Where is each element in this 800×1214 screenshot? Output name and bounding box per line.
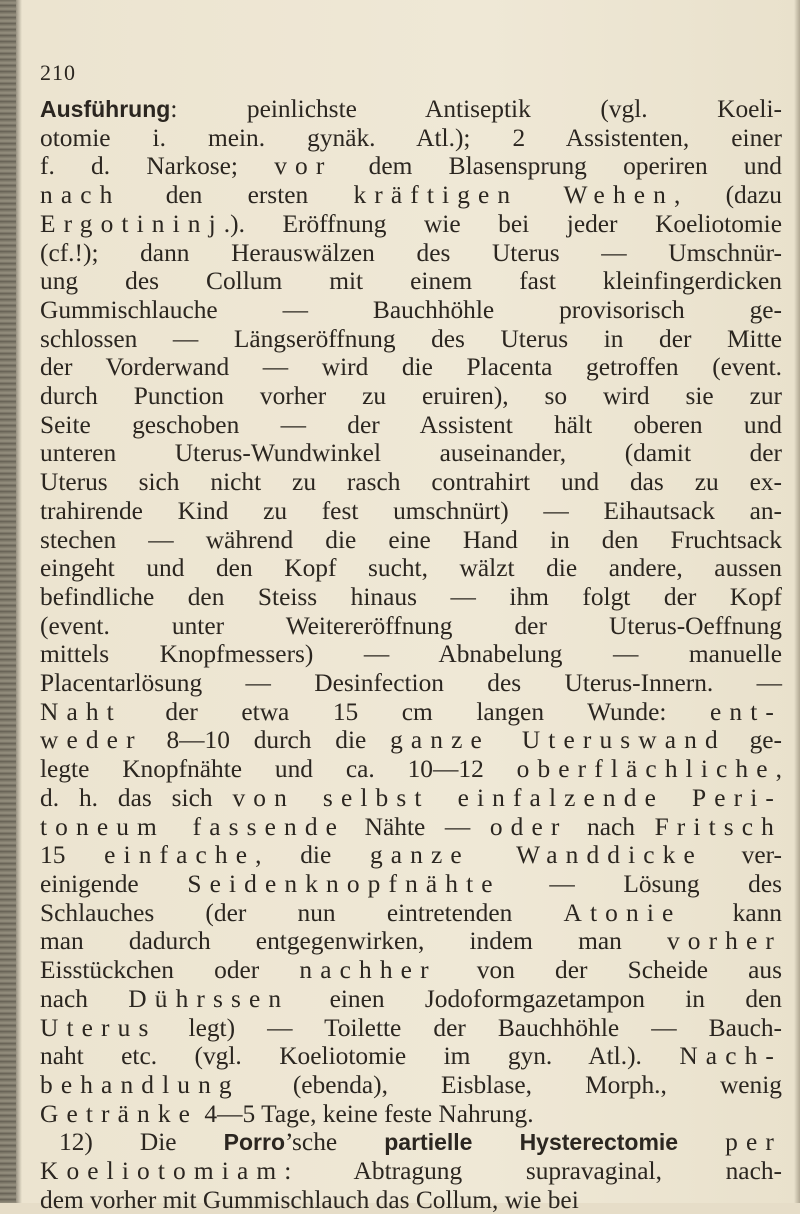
text-line (40, 985, 782, 1014)
text-run: durch Punction vorher zu eruiren), so wird sie zur (40, 382, 782, 411)
text-line (40, 296, 782, 325)
text-line (40, 181, 782, 210)
spaced-emphasis: Fritsch (654, 812, 782, 841)
spaced-emphasis: Dührssen (128, 984, 290, 1013)
text-line (40, 411, 782, 440)
text-run: kann (681, 898, 782, 927)
text-line (40, 353, 782, 382)
text-line (40, 698, 782, 727)
text-line (40, 267, 782, 296)
text-run: einigende (40, 869, 188, 898)
text-run: d. h. das sich (40, 783, 233, 812)
spaced-emphasis: oder (489, 812, 568, 841)
text-run: f. d. Narkose; (40, 152, 275, 181)
spaced-emphasis: ent- (710, 697, 782, 726)
spaced-emphasis: vorher (666, 927, 782, 956)
text-run: den ersten (120, 181, 354, 210)
text-run: , (775, 755, 782, 784)
text-run: dem vorher mit Gummischlauch das Collum, wie bei (40, 1185, 579, 1214)
text-line (40, 841, 782, 870)
text-run: , die (255, 841, 370, 870)
text-run: otomie i. mein. gynäk. Atl.); 2 Assistenten, einer (40, 123, 782, 152)
spaced-emphasis: behandlung (40, 1070, 240, 1099)
text-run: eingeht und den Kopf sucht, wälzt die andere, aussen (40, 554, 782, 583)
text-run (518, 181, 563, 209)
text-run: 12) Die (59, 1128, 224, 1157)
text-line (40, 1071, 782, 1100)
spaced-emphasis: oberflächliche (516, 755, 776, 784)
text-line (40, 439, 782, 468)
text-run: legte Knopfnähte und ca. 10—12 (40, 755, 517, 784)
spaced-emphasis: Koeliotomiam (40, 1157, 285, 1186)
spaced-emphasis: kräftigen (353, 181, 519, 210)
text-run: Placentarlösung — Desinfection des Uterus-Innern. — (40, 669, 782, 698)
text-run: Gummischlauche — Bauchhöhle provisorisch ge- (40, 295, 782, 324)
text-run: unteren Uterus-Wundwinkel auseinander, (damit der (40, 439, 782, 468)
text-run: nach (40, 984, 129, 1013)
text-run: Eisstückchen oder (40, 956, 300, 985)
text-line (40, 1100, 782, 1129)
text-line (40, 382, 782, 411)
spaced-emphasis: Uterus (40, 1013, 157, 1042)
spaced-emphasis: einfache (104, 841, 256, 870)
text-line (40, 95, 782, 124)
spaced-emphasis: vor (274, 152, 333, 181)
text-line (40, 956, 782, 985)
text-line (40, 640, 782, 669)
text-line (40, 784, 782, 813)
text-line (40, 1014, 782, 1043)
text-line (40, 813, 782, 842)
text-run: von der Scheide aus (436, 956, 783, 985)
text-run: Seite geschoben — der Assistent hält oberen und (40, 410, 782, 439)
text-run: 8—10 durch die (142, 726, 391, 755)
spaced-emphasis: Naht (40, 697, 122, 726)
text-line (40, 124, 782, 153)
spaced-emphasis: Nach- (679, 1042, 782, 1071)
text-run: , (dazu (674, 181, 782, 210)
spaced-emphasis: nachher (299, 956, 437, 985)
text-line (40, 325, 782, 354)
spaced-emphasis: Seidenknopfnähte (187, 869, 501, 898)
text-line (40, 870, 782, 899)
text-run: .). Eröffnung wie bei jeder Koeliotomie (223, 209, 782, 238)
text-line (40, 1128, 782, 1157)
text-line (40, 755, 782, 784)
text-run: 15 (40, 841, 105, 870)
text-line (40, 927, 782, 956)
text-run: dem Blasensprung operiren und (332, 152, 783, 181)
text-run: — Lösung des (500, 869, 782, 898)
text-run: : peinlichste Antiseptik (vgl. Koeli- (170, 95, 782, 123)
text-run: einen Jodoformgazetampon in den (289, 984, 782, 1013)
spaced-emphasis: von selbst einfalzende Peri- (232, 783, 782, 812)
text-run: nach (567, 812, 655, 841)
text-run: ung des Collum mit einem fast kleinfingerdicken (40, 267, 782, 296)
text-run: ’sche (285, 1128, 385, 1157)
text-run: : Abtragung supravaginal, nach- (284, 1157, 782, 1186)
text-line (40, 239, 782, 268)
spaced-emphasis: Ergotininj (40, 209, 224, 238)
text-run: Uterus sich nicht zu rasch contrahirt und das zu ex- (40, 468, 782, 497)
spaced-emphasis: weder (40, 726, 143, 755)
text-run (678, 1128, 725, 1156)
text-run: naht etc. (vgl. Koeliotomie im gyn. Atl.). (40, 1042, 680, 1071)
page-number: 210 (40, 60, 76, 85)
spaced-emphasis: toneum fassende (40, 812, 346, 841)
text-run: der Vorderwand — wird die Placenta getroffen (event. (40, 353, 782, 382)
bold-term: Porro (223, 1129, 285, 1156)
book-binding-edge (0, 0, 16, 1203)
spaced-emphasis: Wehen (563, 181, 675, 210)
text-run: der etwa 15 cm langen Wunde: (121, 697, 710, 726)
text-line (40, 1042, 782, 1071)
text-line (40, 1186, 782, 1214)
spaced-emphasis: ganze Wanddicke (369, 841, 703, 870)
spaced-emphasis: per (725, 1128, 782, 1157)
text-run: befindliche den Steiss hinaus — ihm folgt der Kopf (40, 582, 782, 611)
text-line (40, 583, 782, 612)
text-run: 4—5 Tage, keine feste Nahrung. (198, 1099, 534, 1128)
text-line (40, 1157, 782, 1186)
text-run: stechen — während die eine Hand in den Fruchtsack (40, 525, 782, 554)
text-run: man dadurch entgegenwirken, indem man (40, 927, 667, 956)
text-run: Nähte — (345, 812, 490, 841)
text-line (40, 726, 782, 755)
text-line (40, 526, 782, 555)
text-run: ver- (702, 841, 783, 870)
spaced-emphasis: Getränke (40, 1099, 199, 1128)
text-line (40, 612, 782, 641)
text-line (40, 899, 782, 928)
spaced-emphasis: Atonie (563, 898, 682, 927)
text-line (40, 669, 782, 698)
text-line (40, 468, 782, 497)
text-run: schlossen — Längseröffnung des Uterus in der Mitte (40, 324, 782, 353)
text-line (40, 497, 782, 526)
text-run: (cf.!); dann Herauswälzen des Uterus — Umschnür- (40, 238, 782, 267)
text-line (40, 554, 782, 583)
text-line (40, 152, 782, 181)
text-run: (event. unter Weitereröffnung der Uterus-Oeffnung (40, 611, 782, 640)
text-run: trahirende Kind zu fest umschnürt) — Eihautsack an- (40, 496, 782, 525)
text-line (40, 210, 782, 239)
bold-term: partielle Hysterectomie (384, 1129, 679, 1156)
text-run: ge- (725, 726, 782, 755)
page-edge-shadow (794, 0, 800, 1203)
body-text (40, 95, 782, 1214)
spaced-emphasis: ganze Uteruswand (390, 726, 726, 755)
spaced-emphasis: nach (40, 181, 121, 210)
text-run: legt) — Toilette der Bauchhöhle — Bauch- (156, 1013, 782, 1042)
text-run: (ebenda), Eisblase, Morph., wenig (239, 1070, 782, 1099)
text-run: Schlauches (der nun eintretenden (40, 898, 564, 927)
bold-term: Ausführung (40, 96, 171, 122)
text-run: mittels Knopfmessers) — Abnabelung — manuelle (40, 640, 782, 669)
